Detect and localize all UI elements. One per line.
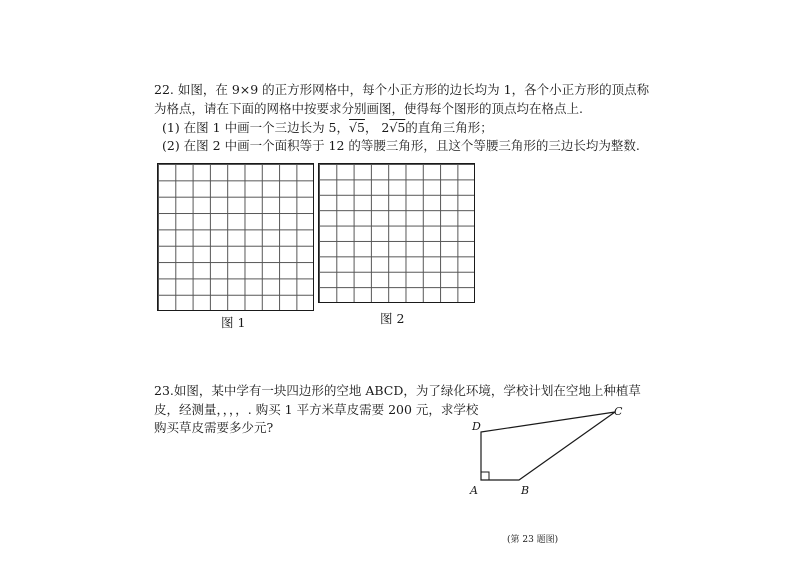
q23-fig-caption: (第 23 题图)	[507, 535, 559, 545]
q22-line2: 为格点，请在下面的网格中按要求分别画图，使得每个图形的顶点均在格点上.	[154, 101, 583, 116]
q22-item1-root2: √5	[389, 120, 406, 135]
q23-line2: 皮，经测量，，，，. 购买 1 平方米草皮需要 200 元，求学校	[154, 402, 479, 417]
vertex-label-c: C	[614, 405, 623, 418]
q22-item1-mid: ， 2	[364, 120, 390, 135]
vertex-label-b: B	[521, 484, 530, 497]
q22-item1-suffix: 的直角三角形；	[405, 120, 493, 135]
q23-line3: 购买草皮需要多少元?	[154, 420, 274, 435]
q22-item2: (2) 在图 2 中画一个面积等于 12 的等腰三角形，且这个等腰三角形的三边长均为整数.	[162, 138, 640, 153]
vertex-label-a: A	[470, 484, 478, 497]
q22-item1-prefix: (1) 在图 1 中画一个三边长为 5，	[162, 120, 350, 135]
q22-line1: 22. 如图，在 9×9 的正方形网格中，每个小正方形的边长均为 1，各个小正方形的顶点称	[154, 82, 650, 97]
vertex-label-d: D	[472, 420, 481, 433]
right-angle-mark	[481, 472, 489, 480]
quadrilateral-abcd	[481, 412, 615, 480]
fig1-caption: 图 1	[221, 315, 246, 330]
fig2-caption: 图 2	[380, 311, 405, 326]
q23-line1: 23.如图，某中学有一块四边形的空地 ABCD，为了绿化环境，学校计划在空地上种植草	[154, 383, 641, 398]
q22-item1-root1: √5	[349, 120, 365, 135]
